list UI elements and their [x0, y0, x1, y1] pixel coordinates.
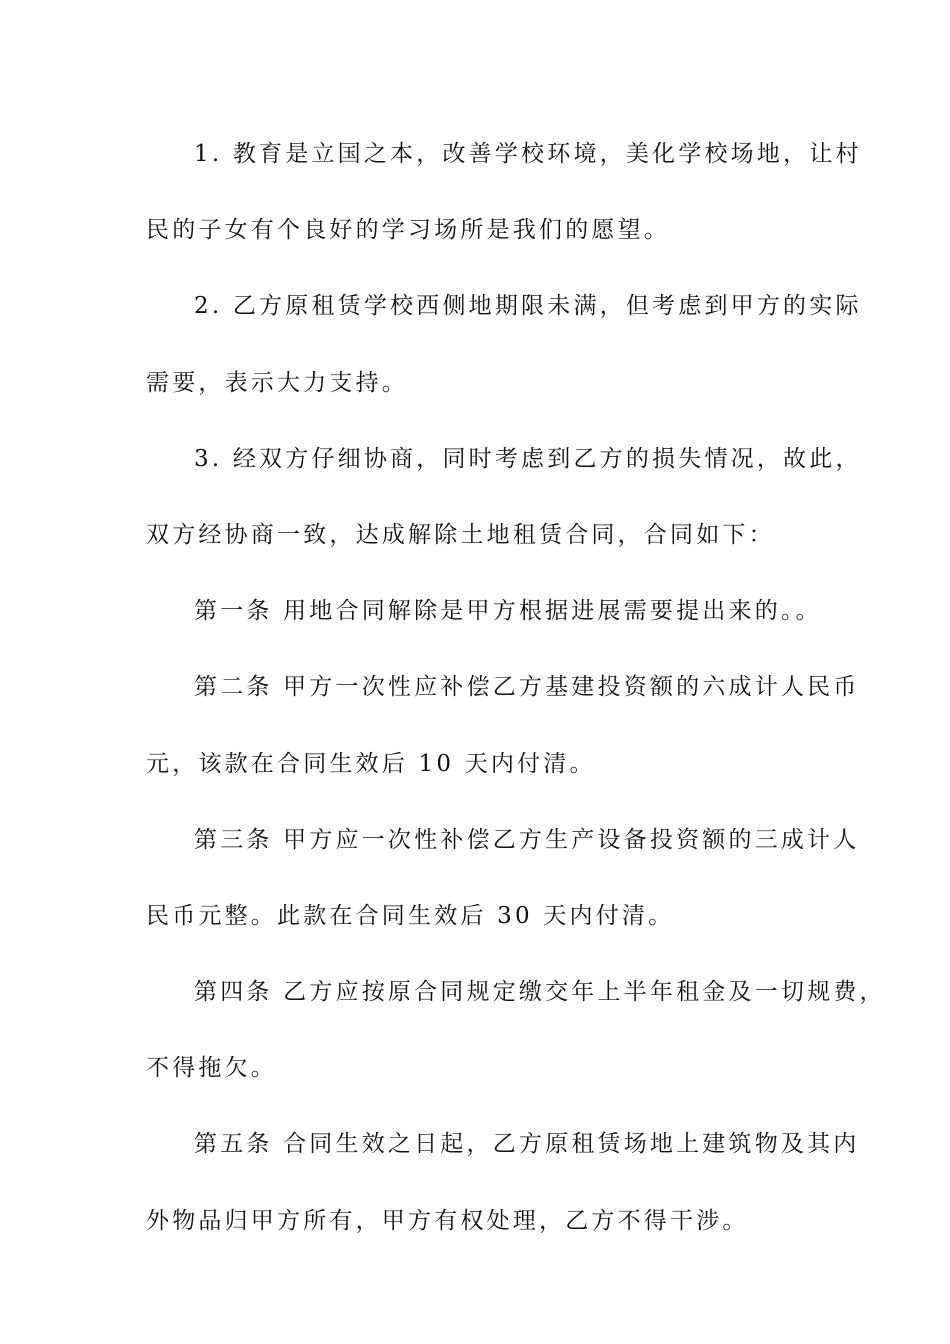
- article-4-line-2: 不得拖欠。: [146, 1055, 277, 1082]
- article-2-line-2: 元，该款在合同生效后 10 天内付清。: [146, 750, 596, 777]
- article-2-line-1: 第二条 甲方一次性应补偿乙方基建投资额的六成计人民币: [194, 674, 860, 701]
- paragraph-2-line-2: 需要，表示大力支持。: [146, 369, 408, 396]
- article-3-line-1: 第三条 甲方应一次性补偿乙方生产设备投资额的三成计人: [194, 826, 860, 853]
- paragraph-3-line-2: 双方经协商一致，达成解除土地租赁合同，合同如下：: [146, 521, 775, 548]
- article-4-line-1: 第四条 乙方应按原合同规定缴交年上半年租金及一切规费，: [194, 979, 886, 1006]
- article-1-line-1: 第一条 用地合同解除是甲方根据进展需要提出来的。。: [194, 598, 822, 625]
- paragraph-1-line-2: 民的子女有个良好的学习场所是我们的愿望。: [146, 217, 670, 244]
- article-5-line-2: 外物品归甲方所有，甲方有权处理，乙方不得干涉。: [146, 1207, 749, 1234]
- paragraph-3-line-1: 3. 经双方仔细协商，同时考虑到乙方的损失情况，故此，: [194, 445, 862, 472]
- article-5-line-1: 第五条 合同生效之日起，乙方原租赁场地上建筑物及其内: [194, 1131, 860, 1158]
- paragraph-2-line-1: 2. 乙方原租赁学校西侧地期限未满，但考虑到甲方的实际: [194, 293, 862, 320]
- document-body: [146, 128, 886, 1271]
- paragraph-1-line-1: 1. 教育是立国之本，改善学校环境，美化学校场地，让村: [194, 141, 862, 167]
- article-3-line-2: 民币元整。此款在合同生效后 30 天内付清。: [146, 902, 675, 929]
